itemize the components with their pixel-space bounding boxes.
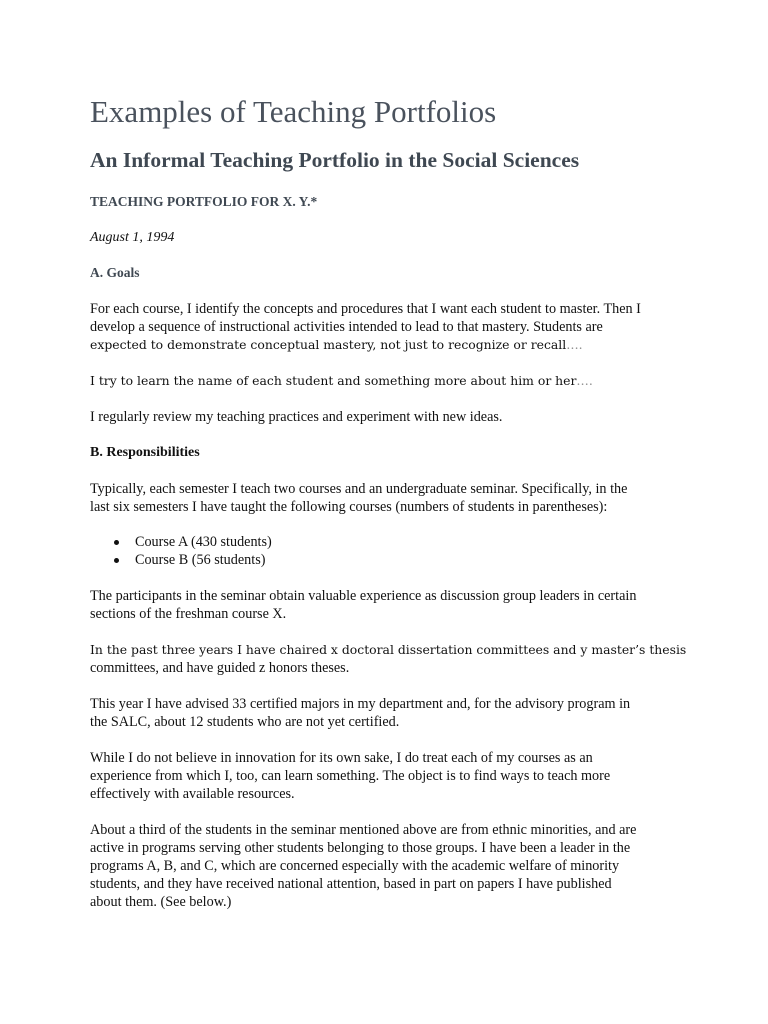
text-line: I regularly review my teaching practices and experiment with new ideas. bbox=[90, 409, 503, 425]
portfolio-heading: TEACHING PORTFOLIO FOR X. Y.* bbox=[90, 194, 318, 209]
section-b-heading: B. Responsibilities bbox=[90, 445, 200, 460]
course-label: Course B (56 students) bbox=[135, 552, 266, 568]
text-line: active in programs serving other students belonging to those groups. I have been a leader in the bbox=[90, 840, 631, 856]
text-line: experience from which I, too, can learn something. The object is to find ways to teach more bbox=[90, 768, 611, 784]
text-line: develop a sequence of instructional activities intended to lead to that mastery. Students are bbox=[90, 319, 603, 335]
text-line: programs A, B, and C, which are concerned especially with the academic welfare of minority bbox=[90, 858, 620, 874]
ellipsis: …. bbox=[576, 373, 593, 388]
page-title: Examples of Teaching Portfolios bbox=[90, 94, 497, 129]
text-line: the SALC, about 12 students who are not yet certified. bbox=[90, 714, 400, 730]
text-line: Typically, each semester I teach two courses and an undergraduate seminar. Specifically, in the bbox=[90, 481, 628, 497]
text-line bbox=[90, 336, 680, 354]
section-a-heading: A. Goals bbox=[90, 265, 140, 280]
responsibilities-paragraph-2 bbox=[90, 587, 680, 623]
text-line: In the past three years I have chaired x doctoral dissertation committees and y master’s thesis bbox=[90, 642, 687, 657]
responsibilities-paragraph-5 bbox=[90, 749, 680, 803]
responsibilities-paragraph-4 bbox=[90, 695, 680, 731]
text-line: This year I have advised 33 certified majors in my department and, for the advisory program in bbox=[90, 696, 631, 712]
text-line-body: I try to learn the name of each student and something more about him or her bbox=[90, 373, 577, 388]
text-line-body: expected to demonstrate conceptual mastery, not just to recognize or recall bbox=[90, 337, 567, 352]
course-label: Course A (430 students) bbox=[135, 534, 272, 550]
responsibilities-paragraph-6 bbox=[90, 821, 680, 911]
text-line: last six semesters I have taught the following courses (numbers of students in parentheses): bbox=[90, 499, 608, 515]
bullet-icon bbox=[114, 540, 119, 545]
responsibilities-paragraph-1 bbox=[90, 480, 680, 516]
text-line: About a third of the students in the seminar mentioned above are from ethnic minorities, and are bbox=[90, 822, 637, 838]
text-line: about them. (See below.) bbox=[90, 894, 232, 910]
document-subtitle: An Informal Teaching Portfolio in the Social Sciences bbox=[90, 148, 580, 172]
goals-paragraph-3 bbox=[90, 408, 680, 426]
text-line: effectively with available resources. bbox=[90, 786, 295, 802]
portfolio-date: August 1, 1994 bbox=[90, 230, 175, 245]
text-line: While I do not believe in innovation for its own sake, I do treat each of my courses as an bbox=[90, 750, 593, 766]
bullet-icon bbox=[114, 558, 119, 563]
ellipsis: …. bbox=[566, 337, 583, 352]
goals-paragraph-2 bbox=[90, 372, 680, 390]
text-line: students, and they have received national attention, based in part on papers I have published bbox=[90, 876, 612, 892]
text-line: For each course, I identify the concepts and procedures that I want each student to master. Then I bbox=[90, 301, 641, 317]
list-item bbox=[90, 551, 272, 569]
responsibilities-paragraph-3 bbox=[90, 641, 687, 677]
text-line: committees, and have guided z honors theses. bbox=[90, 660, 350, 676]
text-line: sections of the freshman course X. bbox=[90, 606, 287, 622]
course-list bbox=[90, 533, 272, 569]
list-item bbox=[90, 533, 272, 551]
text-line bbox=[90, 372, 680, 390]
goals-paragraph-1 bbox=[90, 300, 680, 354]
text-line: The participants in the seminar obtain valuable experience as discussion group leaders in certain bbox=[90, 588, 637, 604]
